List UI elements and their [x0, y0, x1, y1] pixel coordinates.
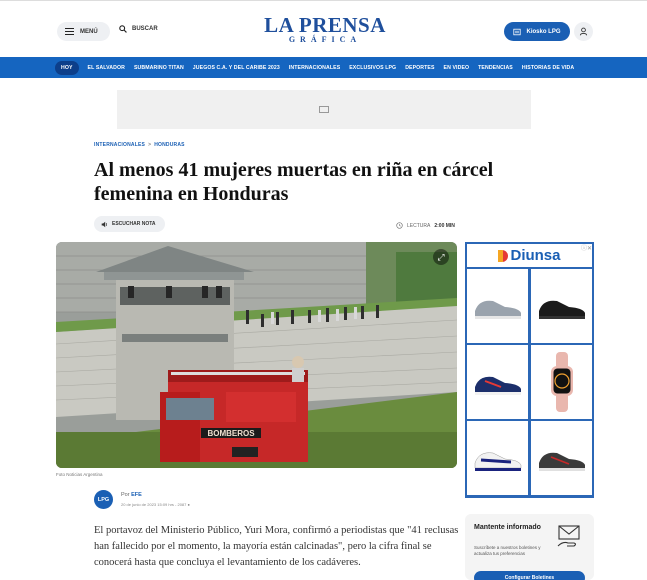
side-ad[interactable] [465, 242, 594, 498]
search-label: BUSCAR [132, 26, 158, 32]
menu-label: MENÚ [80, 28, 98, 35]
product-tile[interactable] [467, 345, 528, 419]
author-name[interactable]: EFE [131, 492, 142, 498]
envelope-hand-icon [555, 522, 583, 550]
sneaker-icon [471, 367, 525, 397]
speaker-icon [101, 221, 108, 228]
ad-brand-header [467, 244, 592, 267]
product-tile[interactable] [531, 345, 592, 419]
nav-item-hoy[interactable]: HOY [55, 61, 79, 75]
ad-brand-name: Diunsa [510, 247, 561, 264]
newspaper-icon [513, 28, 521, 36]
sneaker-icon [535, 291, 589, 321]
logo-line2: GRÁFICA [288, 35, 362, 44]
top-ad-banner[interactable] [117, 90, 531, 129]
author-date: 20 de junio de 2023 15:09 hrs - 2087 ● [121, 502, 190, 507]
sneaker-icon [471, 291, 525, 321]
nav-item-en-video[interactable]: EN VIDEO [443, 64, 470, 71]
sneaker-icon [535, 443, 589, 473]
sneaker-icon [471, 443, 525, 473]
listen-button[interactable] [94, 216, 165, 232]
truck-label: BOMBEROS [207, 429, 255, 438]
smartwatch-icon [547, 352, 577, 412]
product-tile[interactable] [531, 421, 592, 495]
clock-icon [396, 222, 403, 229]
breadcrumb-honduras[interactable]: HONDURAS [154, 142, 185, 148]
article-body: El portavoz del Ministerio Público, Yuri Mora, confirmó a periodistas que "41 reclusas han fallecido por el momento, la mayoría están calcinadas", pero la cifra final se conocerá hasta que concluya el levantamiento de los cadáveres. [94, 525, 459, 568]
newsletter-title: Mantente informado [474, 524, 541, 531]
kiosk-button[interactable] [504, 22, 570, 41]
ad-choices-icon[interactable]: ⓘ✕ [580, 246, 592, 252]
site-logo[interactable] [255, 15, 395, 44]
ad-brand [498, 247, 560, 264]
reading-time-value: 2:00 MIN [434, 222, 455, 229]
nav-item-el-salvador[interactable]: EL SALVADOR [87, 64, 125, 71]
author-avatar: LPG [94, 490, 113, 509]
kiosk-label: Kiosko LPG [526, 28, 561, 35]
diunsa-logo-icon [498, 250, 508, 262]
prison-fire-scene [56, 242, 457, 468]
newsletter-description: Suscríbete a nuestros boletines y actualiza tus preferencias [474, 545, 541, 556]
logo-line1: LA PRENSA [264, 13, 386, 37]
breadcrumb-separator: > [148, 142, 152, 148]
site-header [0, 0, 647, 57]
expand-icon[interactable]: ⤢ [433, 249, 449, 265]
nav-item-internacionales[interactable]: INTERNACIONALES [288, 64, 341, 71]
search-button[interactable] [119, 25, 158, 33]
image-placeholder-icon [319, 106, 329, 113]
account-button[interactable] [574, 22, 593, 41]
product-tile[interactable] [531, 269, 592, 343]
newsletter-box [465, 514, 594, 580]
nav-item-deportes[interactable]: DEPORTES [405, 64, 435, 71]
product-tile[interactable] [467, 269, 528, 343]
reading-time [396, 222, 455, 229]
breadcrumb-internacionales[interactable]: INTERNACIONALES [94, 142, 146, 148]
menu-button[interactable] [57, 22, 110, 41]
nav-item-submarino-titan[interactable]: SUBMARINO TITAN [133, 64, 184, 71]
nav-item-juegos[interactable]: JUEGOS C.A. Y DEL CARIBE 2023 [192, 64, 280, 71]
reading-label: LECTURA [407, 222, 431, 229]
user-icon [579, 27, 588, 36]
product-tile[interactable] [467, 421, 528, 495]
nav-item-tendencias[interactable]: TENDENCIAS [478, 64, 513, 71]
search-icon [119, 25, 127, 33]
author-prefix: Por [121, 492, 130, 498]
nav-item-exclusivos[interactable]: EXCLUSIVOS LPG [349, 64, 397, 71]
author-byline [121, 492, 142, 498]
newsletter-config-button[interactable]: Configurar Boletines [474, 571, 585, 580]
hamburger-icon [65, 28, 74, 35]
photo-caption: Foto Noticias Argentina [56, 472, 103, 477]
listen-label: ESCUCHAR NOTA [112, 221, 156, 227]
article-title: Al menos 41 mujeres muertas en riña en cárcel femenina en Honduras [94, 159, 494, 205]
main-nav [0, 57, 647, 78]
breadcrumb [94, 142, 185, 148]
nav-item-historias-de-vida[interactable]: HISTORIAS DE VIDA [521, 64, 575, 71]
article-photo[interactable] [56, 242, 457, 468]
